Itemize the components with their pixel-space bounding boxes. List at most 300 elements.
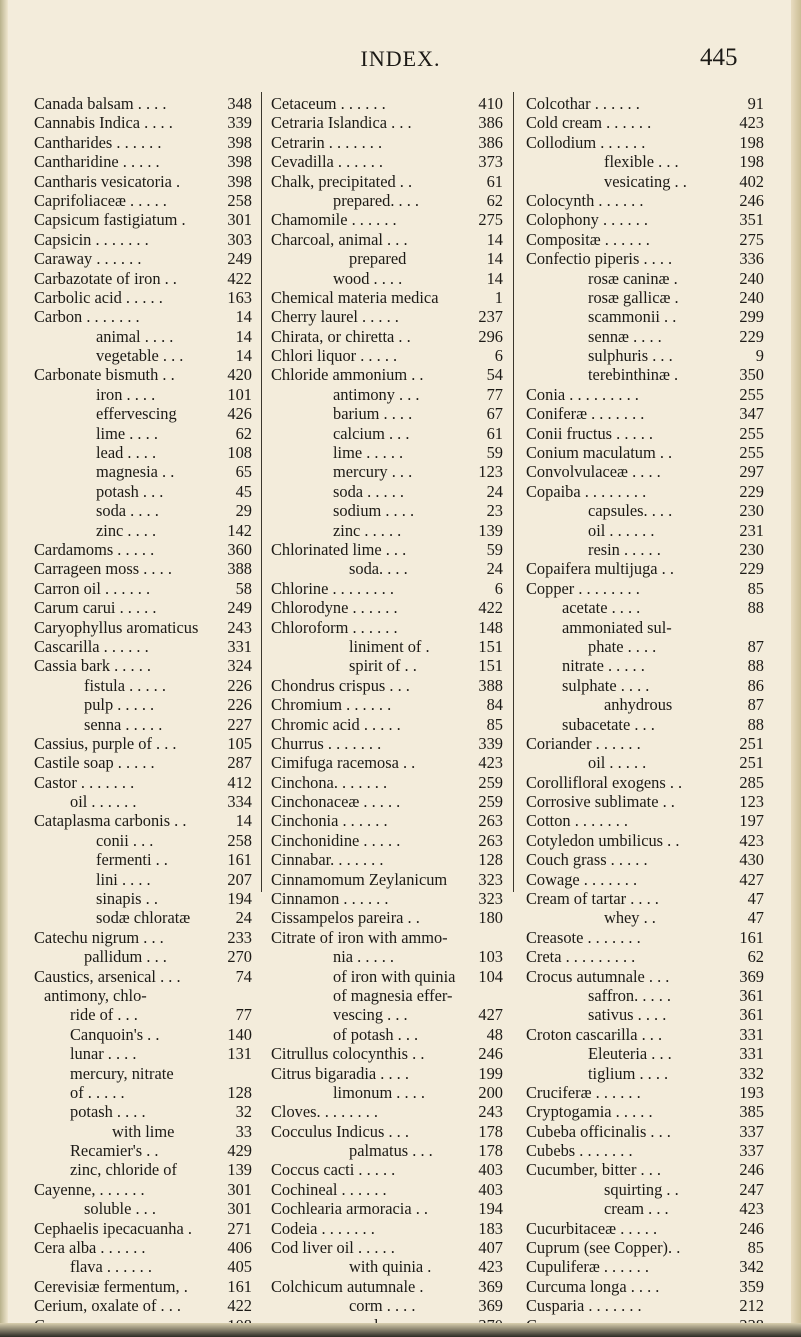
index-entry xyxy=(271,113,503,132)
index-page-ref: 301 xyxy=(227,210,252,230)
index-entry xyxy=(526,1238,764,1257)
index-term: senna . . . . . xyxy=(84,714,163,734)
index-entry xyxy=(34,172,252,191)
index-entry xyxy=(34,443,252,462)
index-page-ref: 183 xyxy=(478,1218,503,1238)
index-term: oil . . . . . xyxy=(588,753,647,773)
index-page-ref: 148 xyxy=(478,617,503,637)
index-entry xyxy=(34,947,252,966)
index-page-ref: 297 xyxy=(739,462,764,482)
index-page-ref: 249 xyxy=(227,598,252,618)
index-entry xyxy=(271,540,503,559)
page-right-edge xyxy=(791,0,801,1337)
index-page-ref: 24 xyxy=(235,908,252,928)
index-entry xyxy=(271,462,503,481)
index-term: Cod liver oil . . . . . xyxy=(271,1238,395,1258)
index-page-ref: 361 xyxy=(739,1005,764,1025)
index-term: calcium . . . xyxy=(333,423,410,443)
index-page-ref: 161 xyxy=(227,850,252,870)
index-entry xyxy=(34,656,252,675)
index-page-ref: 398 xyxy=(227,132,252,152)
index-term: lunar . . . . xyxy=(70,1044,137,1064)
index-term: Cream of tartar . . . . xyxy=(526,889,659,909)
index-term: of . . . . . xyxy=(70,1082,125,1102)
index-entry xyxy=(271,249,503,268)
index-page-ref: 54 xyxy=(486,365,503,385)
index-term: sulphuris . . . xyxy=(588,346,673,366)
index-term: Cetraria Islandica . . . xyxy=(271,113,412,133)
index-page-ref: 128 xyxy=(478,850,503,870)
index-page-ref: 348 xyxy=(227,94,252,113)
index-term: Cayenne, . . . . . . xyxy=(34,1179,145,1199)
index-entry xyxy=(34,598,252,617)
index-term: resin . . . . . xyxy=(588,539,661,559)
index-entry xyxy=(34,928,252,947)
index-entry xyxy=(271,792,503,811)
index-entry xyxy=(271,870,503,889)
index-page-ref: 237 xyxy=(478,307,503,327)
index-entry xyxy=(271,637,503,656)
index-entry xyxy=(34,482,252,501)
index-page-ref: 331 xyxy=(739,1024,764,1044)
index-entry xyxy=(271,1025,503,1044)
index-term: Caryophyllus aromaticus xyxy=(34,617,199,637)
index-term: Coniferæ . . . . . . . xyxy=(526,404,645,424)
index-term: Carrageen moss . . . . xyxy=(34,559,172,579)
index-entry xyxy=(34,1044,252,1063)
index-page-ref: 104 xyxy=(478,966,503,986)
index-entry xyxy=(526,249,764,268)
index-page-ref: 45 xyxy=(235,481,252,501)
index-entry xyxy=(271,1238,503,1257)
index-term: Chlorodyne . . . . . . xyxy=(271,598,398,618)
index-entry xyxy=(34,540,252,559)
index-term: wood . . . . xyxy=(333,268,403,288)
index-term: Cold cream . . . . . . xyxy=(526,113,652,133)
index-entry xyxy=(526,424,764,443)
index-page-ref: 91 xyxy=(747,94,764,113)
index-term: Recamier's . . xyxy=(70,1141,159,1161)
index-entry xyxy=(526,734,764,753)
index-page-ref: 331 xyxy=(227,636,252,656)
index-page-ref: 14 xyxy=(486,229,503,249)
index-entry xyxy=(34,1257,252,1276)
index-term: saffron. . . . . xyxy=(588,985,672,1005)
index-page-ref: 139 xyxy=(478,520,503,540)
index-page-ref: 385 xyxy=(739,1102,764,1122)
index-term: sennæ . . . . xyxy=(588,326,662,346)
index-entry xyxy=(271,598,503,617)
index-page-ref: 323 xyxy=(478,889,503,909)
index-entry xyxy=(271,831,503,850)
index-term: ride of . . . xyxy=(70,1005,138,1025)
index-entry xyxy=(526,1083,764,1102)
index-entry xyxy=(34,327,252,346)
index-term: Catechu nigrum . . . xyxy=(34,927,164,947)
index-page-ref: 369 xyxy=(739,966,764,986)
index-term: lime . . . . xyxy=(96,423,158,443)
index-page-ref: 426 xyxy=(227,404,252,424)
index-term: prepared. . . . xyxy=(333,190,420,210)
index-entry xyxy=(526,889,764,908)
index-term: mercury . . . xyxy=(333,462,413,482)
index-page-ref: 85 xyxy=(747,578,764,598)
index-page-ref: 74 xyxy=(235,966,252,986)
index-page-ref: 229 xyxy=(739,559,764,579)
index-entry xyxy=(34,288,252,307)
index-term: Codeia . . . . . . . xyxy=(271,1218,375,1238)
index-term: Cuprum (see Copper). . xyxy=(526,1238,681,1258)
index-page-ref: 259 xyxy=(478,792,503,812)
index-page-ref: 86 xyxy=(747,675,764,695)
index-page-ref: 423 xyxy=(739,830,764,850)
index-term: anhydrous xyxy=(604,695,673,715)
index-page-ref: 194 xyxy=(227,889,252,909)
index-entry xyxy=(34,152,252,171)
index-term: Cephaelis ipecacuanha . xyxy=(34,1218,192,1238)
index-term: Cinchonidine . . . . . xyxy=(271,830,401,850)
index-term: Cetrarin . . . . . . . xyxy=(271,132,383,152)
index-entry xyxy=(271,908,503,927)
index-term: magnesia . . xyxy=(96,462,175,482)
index-page-ref: 142 xyxy=(227,520,252,540)
index-entry xyxy=(526,172,764,191)
index-page-ref: 398 xyxy=(227,171,252,191)
index-entry xyxy=(526,967,764,986)
index-term: Conii fructus . . . . . xyxy=(526,423,654,443)
index-entry xyxy=(34,811,252,830)
index-entry xyxy=(271,501,503,520)
index-page-ref: 178 xyxy=(478,1141,503,1161)
index-term: fistula . . . . . xyxy=(84,675,166,695)
index-page-ref: 58 xyxy=(235,578,252,598)
index-entry xyxy=(271,579,503,598)
index-page-ref: 14 xyxy=(235,326,252,346)
index-entry xyxy=(271,327,503,346)
index-entry xyxy=(271,230,503,249)
index-entry xyxy=(526,1102,764,1121)
index-term: Cerevisiæ fermentum, . xyxy=(34,1276,188,1296)
index-entry xyxy=(34,249,252,268)
index-term: with quinia . xyxy=(349,1257,432,1277)
index-page-ref: 229 xyxy=(739,481,764,501)
index-page-ref: 193 xyxy=(739,1082,764,1102)
index-entry xyxy=(34,831,252,850)
index-page-ref: 1 xyxy=(494,287,503,307)
index-entry xyxy=(526,1141,764,1160)
index-term: conii . . . xyxy=(96,830,154,850)
index-term: capsules. . . . xyxy=(588,501,673,521)
index-term: fermenti . . xyxy=(96,850,168,870)
index-term: zinc . . . . . xyxy=(333,520,402,540)
index-entry xyxy=(271,152,503,171)
index-entry xyxy=(526,773,764,792)
index-page-ref: 14 xyxy=(235,811,252,831)
index-page-ref: 259 xyxy=(478,772,503,792)
index-page-ref: 24 xyxy=(486,481,503,501)
index-entry xyxy=(526,695,764,714)
index-page-ref: 59 xyxy=(486,539,503,559)
index-term: Caustics, arsenical . . . xyxy=(34,966,181,986)
index-page-ref: 422 xyxy=(227,1296,252,1316)
index-entry xyxy=(526,637,764,656)
index-page-ref: 427 xyxy=(478,1005,503,1025)
index-entry xyxy=(271,365,503,384)
index-term: Castor . . . . . . . xyxy=(34,772,135,792)
index-term: nia . . . . . xyxy=(333,947,395,967)
index-page-ref: 422 xyxy=(478,598,503,618)
index-term: Carbonate bismuth . . xyxy=(34,365,175,385)
index-page-ref: 151 xyxy=(478,656,503,676)
index-page-ref: 350 xyxy=(739,365,764,385)
index-page-ref: 212 xyxy=(739,1296,764,1316)
index-page-ref: 233 xyxy=(227,927,252,947)
index-entry xyxy=(526,986,764,1005)
index-page-ref: 403 xyxy=(478,1179,503,1199)
index-page-ref: 230 xyxy=(739,539,764,559)
index-term: flava . . . . . . xyxy=(70,1257,152,1277)
index-term: terebinthinæ . xyxy=(588,365,679,385)
index-entry xyxy=(34,637,252,656)
index-term: Cassia bark . . . . . xyxy=(34,656,151,676)
index-page-ref: 323 xyxy=(478,869,503,889)
index-page-ref: 275 xyxy=(739,229,764,249)
index-entry xyxy=(271,986,503,1005)
index-term: Colophony . . . . . . xyxy=(526,210,649,230)
index-page-ref: 48 xyxy=(486,1024,503,1044)
index-entry xyxy=(34,715,252,734)
index-term: Capsicin . . . . . . . xyxy=(34,229,149,249)
index-entry xyxy=(271,424,503,443)
index-term: sinapis . . xyxy=(96,889,158,909)
index-entry xyxy=(271,1160,503,1179)
index-page-ref: 334 xyxy=(227,792,252,812)
index-page-ref: 247 xyxy=(739,1179,764,1199)
index-term: Capsicum fastigiatum . xyxy=(34,210,186,230)
index-term: Churrus . . . . . . . xyxy=(271,733,382,753)
index-term: Copaifera multijuga . . xyxy=(526,559,674,579)
index-page-ref: 285 xyxy=(739,772,764,792)
index-entry xyxy=(526,870,764,889)
index-entry xyxy=(526,598,764,617)
index-term: Chloroform . . . . . . xyxy=(271,617,398,637)
index-entry xyxy=(34,191,252,210)
index-page-ref: 275 xyxy=(478,210,503,230)
index-entry xyxy=(271,753,503,772)
index-page-ref: 246 xyxy=(739,190,764,210)
index-term: Couch grass . . . . . xyxy=(526,850,648,870)
index-entry xyxy=(271,133,503,152)
index-column-3 xyxy=(526,94,764,1335)
index-entry xyxy=(526,1160,764,1179)
index-page-ref: 258 xyxy=(227,830,252,850)
index-page-ref: 61 xyxy=(486,423,503,443)
index-term: Cimifuga racemosa . . xyxy=(271,753,416,773)
index-page-ref: 388 xyxy=(227,559,252,579)
index-page-ref: 339 xyxy=(227,113,252,133)
index-term: Cochineal . . . . . . xyxy=(271,1179,387,1199)
index-page-ref: 61 xyxy=(486,171,503,191)
index-entry xyxy=(34,1122,252,1141)
index-term: Cucumber, bitter . . . xyxy=(526,1160,661,1180)
index-page-ref: 361 xyxy=(739,985,764,1005)
index-term: Caraway . . . . . . xyxy=(34,249,142,269)
index-page-ref: 351 xyxy=(739,210,764,230)
index-page-ref: 23 xyxy=(486,501,503,521)
index-page-ref: 226 xyxy=(227,695,252,715)
index-page-ref: 88 xyxy=(747,656,764,676)
index-page-ref: 161 xyxy=(227,1276,252,1296)
index-page-ref: 360 xyxy=(227,539,252,559)
index-term: Croton cascarilla . . . xyxy=(526,1024,663,1044)
index-page-ref: 14 xyxy=(235,307,252,327)
index-term: nitrate . . . . . xyxy=(562,656,645,676)
index-page-ref: 412 xyxy=(227,772,252,792)
index-term: Chalk, precipitated . . xyxy=(271,171,413,191)
index-term: tiglium . . . . xyxy=(588,1063,669,1083)
index-entry xyxy=(34,404,252,423)
index-entry xyxy=(34,269,252,288)
index-page-ref: 427 xyxy=(739,869,764,889)
index-term: Chemical materia medica xyxy=(271,287,439,307)
index-term: Cryptogamia . . . . . xyxy=(526,1102,653,1122)
index-term: Eleuteria . . . xyxy=(588,1044,672,1064)
index-page-ref: 386 xyxy=(478,113,503,133)
index-term: Copaiba . . . . . . . . xyxy=(526,481,647,501)
index-entry xyxy=(271,715,503,734)
index-term: Chromic acid . . . . . xyxy=(271,714,401,734)
index-term: Cinnamomum Zeylanicum xyxy=(271,869,448,889)
index-page-ref: 369 xyxy=(478,1276,503,1296)
index-entry xyxy=(526,1122,764,1141)
index-term: Collodium . . . . . . xyxy=(526,132,646,152)
index-entry xyxy=(34,1102,252,1121)
index-page-ref: 402 xyxy=(739,171,764,191)
index-entry xyxy=(271,94,503,113)
index-entry xyxy=(526,462,764,481)
index-column-1 xyxy=(34,94,252,1335)
index-entry xyxy=(526,1180,764,1199)
index-term: phate . . . . xyxy=(588,636,657,656)
index-page-ref: 123 xyxy=(478,462,503,482)
index-entry xyxy=(526,540,764,559)
index-entry xyxy=(526,113,764,132)
index-term: of iron with quinia xyxy=(333,966,456,986)
index-page-ref: 386 xyxy=(478,132,503,152)
index-entry xyxy=(34,1180,252,1199)
index-entry xyxy=(526,1005,764,1024)
index-page-ref: 303 xyxy=(227,229,252,249)
page-title: INDEX. xyxy=(360,46,441,71)
index-entry xyxy=(526,753,764,772)
index-page-ref: 29 xyxy=(235,501,252,521)
index-entry xyxy=(34,385,252,404)
index-term: Carum carui . . . . . xyxy=(34,598,157,618)
index-entry xyxy=(271,385,503,404)
index-term: Cherry laurel . . . . . xyxy=(271,307,399,327)
index-entry xyxy=(34,1160,252,1179)
index-term: Caprifoliaceæ . . . . . xyxy=(34,190,167,210)
index-page-ref: 14 xyxy=(486,268,503,288)
index-term: prepared xyxy=(349,249,407,269)
index-page-ref: 108 xyxy=(227,443,252,463)
index-term: soda . . . . xyxy=(96,501,159,521)
index-term: Cubebs . . . . . . . xyxy=(526,1141,633,1161)
index-page-ref: 194 xyxy=(478,1199,503,1219)
index-entry xyxy=(271,1296,503,1315)
index-entry xyxy=(526,346,764,365)
index-page-ref: 430 xyxy=(739,850,764,870)
index-term: Carbolic acid . . . . . xyxy=(34,287,163,307)
index-entry xyxy=(271,191,503,210)
index-entry xyxy=(34,521,252,540)
index-term: Cruciferæ . . . . . . xyxy=(526,1082,641,1102)
index-term: Coriander . . . . . . xyxy=(526,733,641,753)
index-entry xyxy=(34,618,252,637)
index-term: Castile soap . . . . . xyxy=(34,753,155,773)
index-entry xyxy=(34,1141,252,1160)
index-page-ref: 429 xyxy=(227,1141,252,1161)
index-entry xyxy=(526,947,764,966)
index-term: sulphate . . . . xyxy=(562,675,650,695)
index-entry xyxy=(271,1102,503,1121)
index-entry xyxy=(271,1180,503,1199)
index-column-2 xyxy=(271,94,503,1335)
index-page-ref: 270 xyxy=(227,947,252,967)
index-entry xyxy=(34,307,252,326)
index-entry xyxy=(271,773,503,792)
index-page-ref: 263 xyxy=(478,830,503,850)
index-term: Cantharis vesicatoria . xyxy=(34,171,181,191)
index-page-ref: 337 xyxy=(739,1141,764,1161)
index-entry xyxy=(526,1296,764,1315)
index-page-ref xyxy=(499,986,503,1005)
index-entry xyxy=(34,1064,252,1083)
index-term: antimony . . . xyxy=(333,384,420,404)
index-page-ref: 299 xyxy=(739,307,764,327)
index-page-ref: 331 xyxy=(739,1044,764,1064)
index-entry xyxy=(34,792,252,811)
index-page-ref: 65 xyxy=(235,462,252,482)
index-term: Carbon . . . . . . . xyxy=(34,307,140,327)
index-entry xyxy=(526,1025,764,1044)
index-term: Cowage . . . . . . . xyxy=(526,869,638,889)
index-term: zinc, chloride of xyxy=(70,1160,177,1180)
index-page-ref: 88 xyxy=(747,714,764,734)
index-page-ref: 6 xyxy=(494,578,503,598)
index-entry xyxy=(34,462,252,481)
index-term: Cassius, purple of . . . xyxy=(34,733,177,753)
index-entry xyxy=(526,269,764,288)
index-page-ref: 388 xyxy=(478,675,503,695)
index-term: Cantharidine . . . . . xyxy=(34,152,160,172)
index-page-ref: 229 xyxy=(739,326,764,346)
index-page-ref: 337 xyxy=(739,1121,764,1141)
index-page-ref: 420 xyxy=(227,365,252,385)
index-page-ref: 251 xyxy=(739,733,764,753)
index-page-ref: 131 xyxy=(227,1044,252,1064)
index-page-ref: 230 xyxy=(739,501,764,521)
index-term: Cupuliferæ . . . . . . xyxy=(526,1257,649,1277)
index-page-ref: 336 xyxy=(739,249,764,269)
index-entry xyxy=(526,618,764,637)
index-entry xyxy=(526,521,764,540)
index-entry xyxy=(34,346,252,365)
index-page-ref: 59 xyxy=(486,443,503,463)
index-page-ref: 32 xyxy=(235,1102,252,1122)
index-entry xyxy=(34,1277,252,1296)
index-page-ref: 258 xyxy=(227,190,252,210)
